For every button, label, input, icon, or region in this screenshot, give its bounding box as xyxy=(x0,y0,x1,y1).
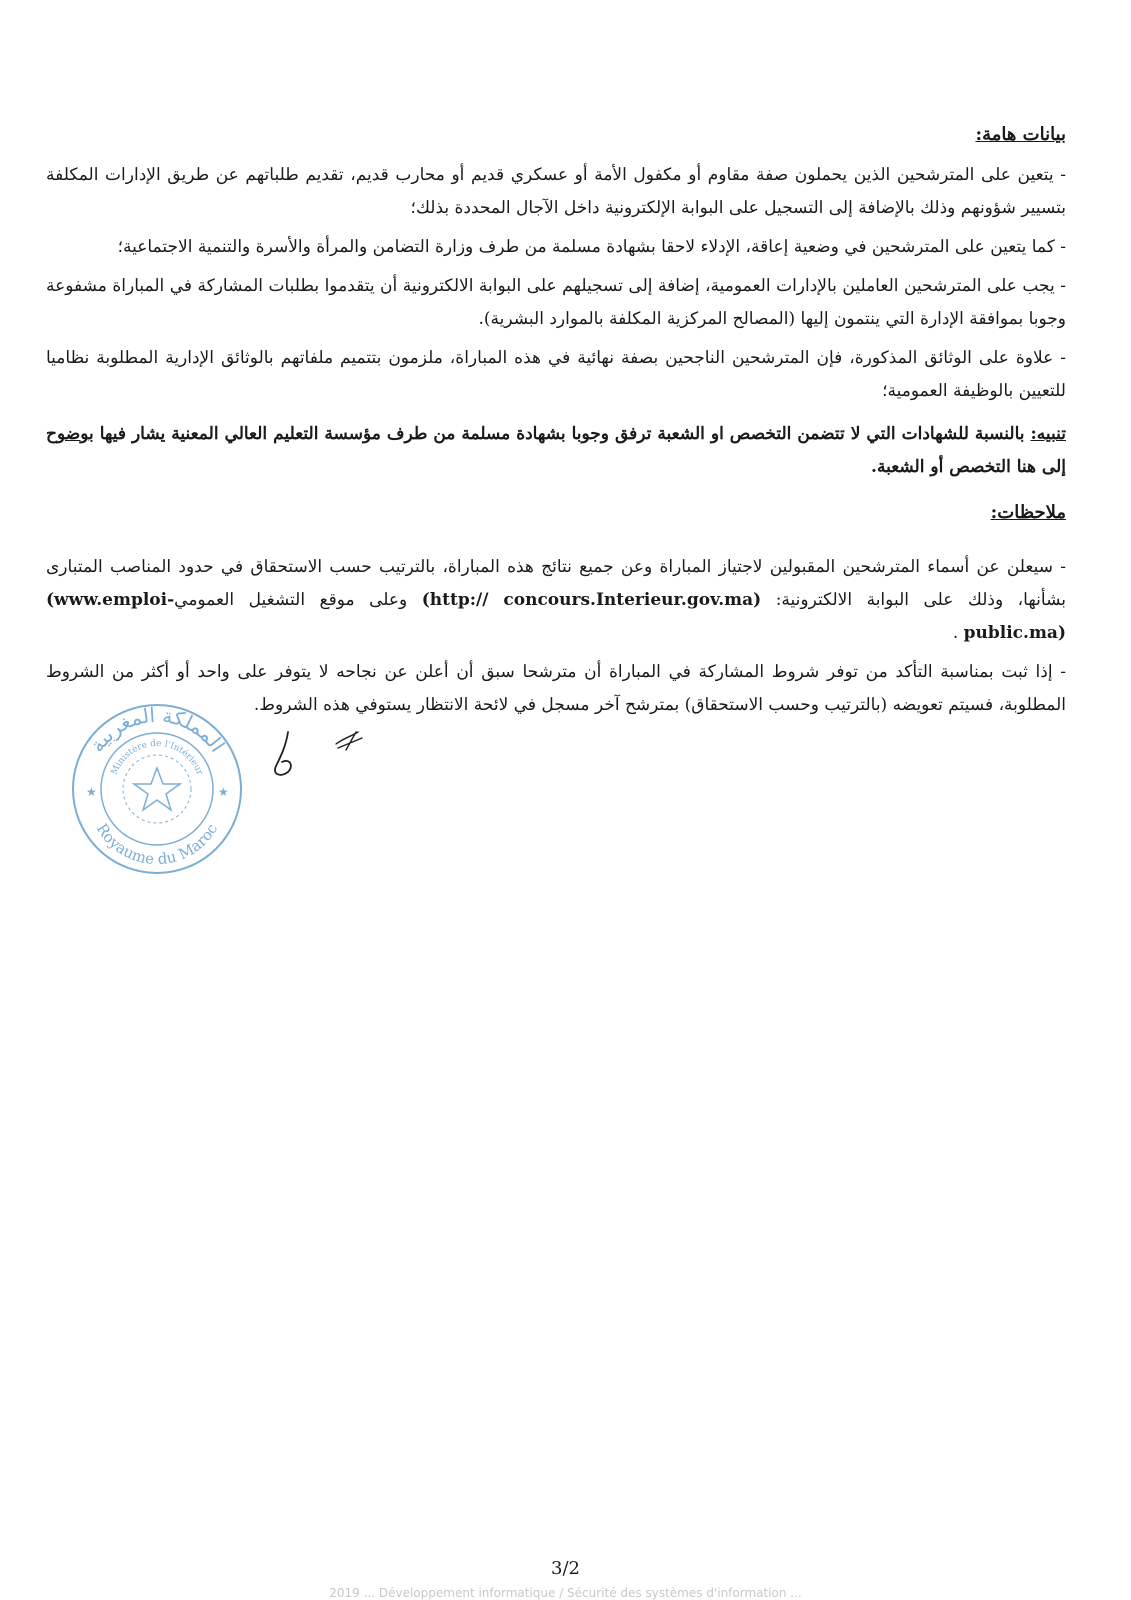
paragraph-final-documents: - علاوة على الوثائق المذكورة، فإن المترشحين الناجحين بصفة نهائية في هذه المباراة، ملزمون بتتميم ملفاتهم بالوثائق الإدارية المطلوبة نظاميا للتعيين بالوظيفة العمومية؛ xyxy=(46,348,1066,401)
stamp-french-text: Royaume du Maroc xyxy=(92,820,222,869)
notice-paragraph xyxy=(46,418,1066,484)
note-results-announcement xyxy=(46,551,1066,650)
page-number: 3/2 xyxy=(551,1558,580,1579)
heading-notes: ملاحظات: xyxy=(990,502,1066,523)
stamp-arabic-text: المملكة المغربية xyxy=(84,702,230,757)
portal-url-interieur: (http:// concours.Interieur.gov.ma) xyxy=(421,590,762,610)
portal-url-emploi-public: (www.emploi-public.ma) xyxy=(46,590,1066,643)
note-replacement: - إذا ثبت بمناسبة التأكد من توفر شروط المشاركة في المباراة أن مترشحا سبق أن أعلن عن نجاحه لا يتوفر على واحد أو أكثر من الشروط المطلوبة، فسيتم تعويضه (بالترتيب وحسب الاستحقاق) بمترشح آخر مسجل في لائحة الانتظار يستوفي هذه الشروط. xyxy=(46,662,1066,715)
signature-icon xyxy=(266,718,376,788)
document-body xyxy=(46,118,1066,728)
notice-text-before: بالنسبة للشهادات التي لا تتضمن التخصص او الشعبة ترفق وجوبا بشهادة مسلمة من طرف مؤسسة التعليم العالي المعنية يشار فيها xyxy=(93,424,1031,444)
note-1-middle: وعلى موقع التشغيل العمومي xyxy=(174,590,422,610)
paragraph-veterans: - يتعين على المترشحين الذين يحملون صفة مقاوم أو مكفول الأمة أو عسكري قديم أو محارب قديم، تقديم طلباتهم عن طريق الإدارات المكلفة بتسيير شؤونهم وذلك بالإضافة إلى التسجيل على البوابة الإلكترونية داخل الآجال المحددة بذلك؛ xyxy=(46,165,1066,218)
signature xyxy=(266,718,376,788)
note-1-text: - سيعلن عن أسماء المترشحين المقبولين لاجتياز المباراة وعن جميع نتائج هذه المباراة، بالترتيب حسب الاستحقاق في حدود المناصب المتبارى بشأنها، وذلك على البوابة الالكترونية: xyxy=(46,557,1066,610)
svg-text:★: ★ xyxy=(218,785,229,799)
notice-label: تنبيه: xyxy=(1030,424,1066,444)
svg-text:★: ★ xyxy=(86,785,97,799)
official-stamp xyxy=(68,700,246,878)
notice-emphasis: بوضوح xyxy=(46,424,94,444)
paragraph-disability: - كما يتعين على المترشحين في وضعية إعاقة، الإدلاء لاحقا بشهادة مسلمة من طرف وزارة التضامن والمرأة والأسرة والتنمية الاجتماعية؛ xyxy=(117,237,1066,257)
paragraph-public-employees: - يجب على المترشحين العاملين بالإدارات العمومية، إضافة إلى تسجيلهم على البوابة الالكترونية أن يتقدموا بطلبات المشاركة في المباراة مشفوعة وجوبا بموافقة الإدارة التي ينتمون إليها (المصالح المركزية المكلفة بالموارد البشرية). xyxy=(46,276,1066,329)
stamp-inner-text: Ministère de l'Intérieur xyxy=(109,738,205,777)
heading-important-data: بيانات هامة: xyxy=(975,124,1066,145)
notice-text-after: إلى هنا التخصص أو الشعبة. xyxy=(871,457,1066,477)
note-1-end: . xyxy=(952,623,964,643)
stamp-seal-icon xyxy=(68,700,246,878)
page-footer: 2019 ... Développement informatique / Sécurité des systèmes d'information ... xyxy=(329,1586,802,1600)
